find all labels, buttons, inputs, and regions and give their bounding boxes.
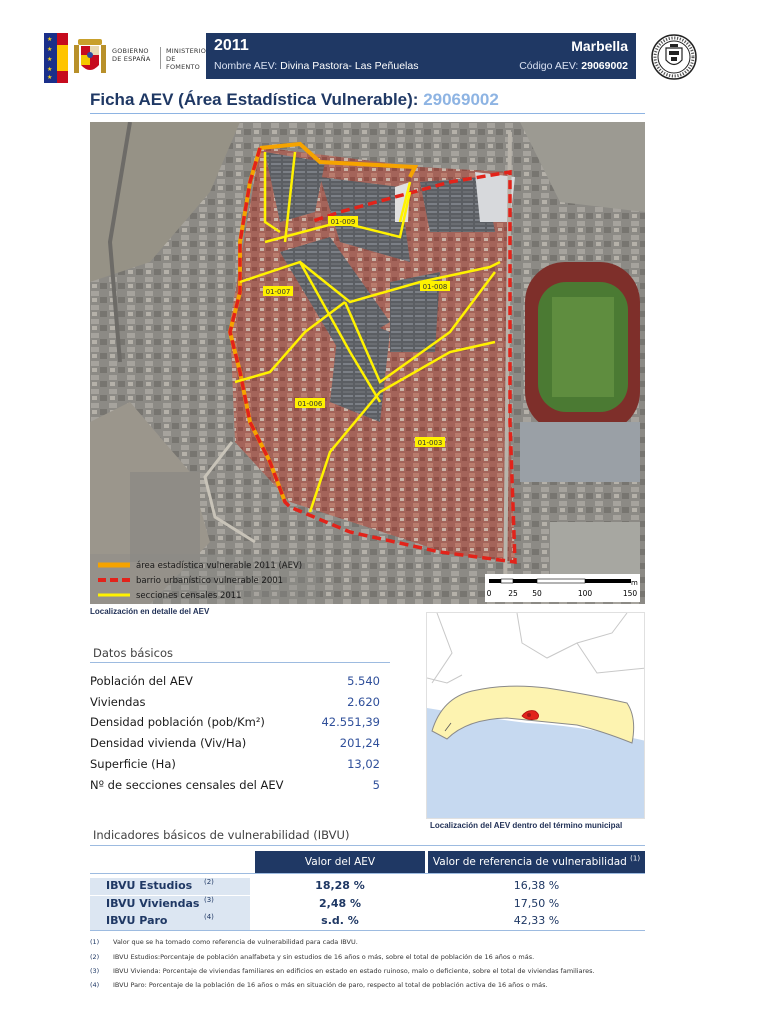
aerial-photo (90, 122, 645, 604)
svg-text:150: 150 (622, 589, 638, 598)
datos-row-secciones: Nº de secciones censales del AEV 5 (90, 778, 380, 792)
datos-row-viviendas: Viviendas 2.620 (90, 695, 380, 709)
svg-text:01-008: 01-008 (422, 283, 448, 291)
header-bar (206, 33, 636, 79)
legend-barrio-label: barrio urbanístico vulnerable 2001 (136, 576, 284, 586)
svg-text:01-009: 01-009 (330, 218, 356, 226)
svg-text:25: 25 (508, 589, 518, 598)
svg-text:01-007: 01-007 (265, 288, 291, 296)
svg-text:50: 50 (532, 589, 542, 598)
svg-text:100: 100 (577, 589, 593, 598)
ibvu-bottom-rule (90, 930, 645, 931)
aev-detail-map (90, 122, 645, 604)
ibvu-header-rule (90, 873, 645, 874)
ibvu-estudios-aev: 18,28 % (315, 879, 365, 892)
map-legend (90, 554, 320, 604)
header-year: 2011 (214, 37, 249, 54)
government-text: GOBIERNO DE ESPAÑA (112, 47, 151, 63)
ibvu-row-viviendas-label: IBVU Viviendas (3) (90, 896, 250, 913)
ibvu-row-paro-label: IBVU Paro (4) (90, 913, 250, 930)
ibvu-col-valor-referencia: Valor de referencia de vulnerabilidad $^{(1)}$ (428, 851, 645, 873)
ibvu-estudios-ref: 16,38 % (513, 879, 560, 892)
section-label (263, 286, 293, 296)
header-aev-code: Código AEV: 29069002 (519, 60, 628, 72)
svg-text:01-003: 01-003 (417, 439, 443, 447)
header-aev-name: Nombre AEV: Divina Pastora- Las Peñuelas (214, 60, 419, 72)
svg-text:m: m (631, 579, 638, 587)
section-label (328, 216, 358, 226)
title-divider (90, 113, 645, 114)
coat-of-arms-icon (72, 37, 108, 79)
datos-basicos-divider (90, 662, 390, 663)
municipal-outline-map (427, 613, 645, 819)
government-logo (44, 33, 207, 83)
section-label (420, 281, 450, 291)
small-map-caption: Localización del AEV dentro del término municipal (430, 821, 623, 830)
section-label (415, 437, 445, 447)
header-city: Marbella (571, 38, 628, 54)
svg-text:01-006: 01-006 (297, 400, 323, 408)
svg-text:0: 0 (486, 589, 492, 598)
ibvu-col-valor-aev: Valor del AEV (255, 851, 425, 873)
scale-bar (485, 574, 640, 602)
datos-row-superficie: Superficie (Ha) 13,02 (90, 757, 380, 771)
datos-basicos-title: Datos básicos (93, 646, 173, 660)
ibvu-paro-aev: s.d. % (321, 914, 359, 927)
ibvu-title: Indicadores básicos de vulnerabilidad (IBVU) (93, 828, 350, 842)
ministry-text: MINISTERIO DE FOMENTO (160, 47, 206, 69)
map-caption: Localización en detalle del AEV (90, 607, 210, 616)
eu-spain-flag-icon: ★ ★ ★ ★ ★ (44, 33, 68, 83)
ibvu-paro-ref: 42,33 % (513, 914, 560, 927)
ibvu-viviendas-ref: 17,50 % (513, 897, 560, 910)
datos-row-densidad-vivienda: Densidad vivienda (Viv/Ha) 201,24 (90, 736, 380, 750)
ibvu-divider (90, 845, 645, 846)
datos-row-densidad-poblacion: Densidad población (pob/Km²) 42.551,39 (90, 715, 380, 729)
legend-secciones-label: secciones censales 2011 (136, 591, 242, 601)
section-label (295, 398, 325, 408)
datos-row-poblacion: Población del AEV 5.540 (90, 674, 380, 688)
page-title: Ficha AEV (Área Estadística Vulnerable): 29069002 (90, 90, 499, 109)
ibvu-viviendas-aev: 2,48 % (319, 897, 361, 910)
municipal-location-map (426, 612, 645, 819)
municipal-seal-icon (650, 33, 698, 81)
ibvu-row-estudios-label: IBVU Estudios (2) (90, 878, 250, 895)
legend-aev-label: área estadística vulnerable 2011 (AEV) (136, 561, 303, 571)
